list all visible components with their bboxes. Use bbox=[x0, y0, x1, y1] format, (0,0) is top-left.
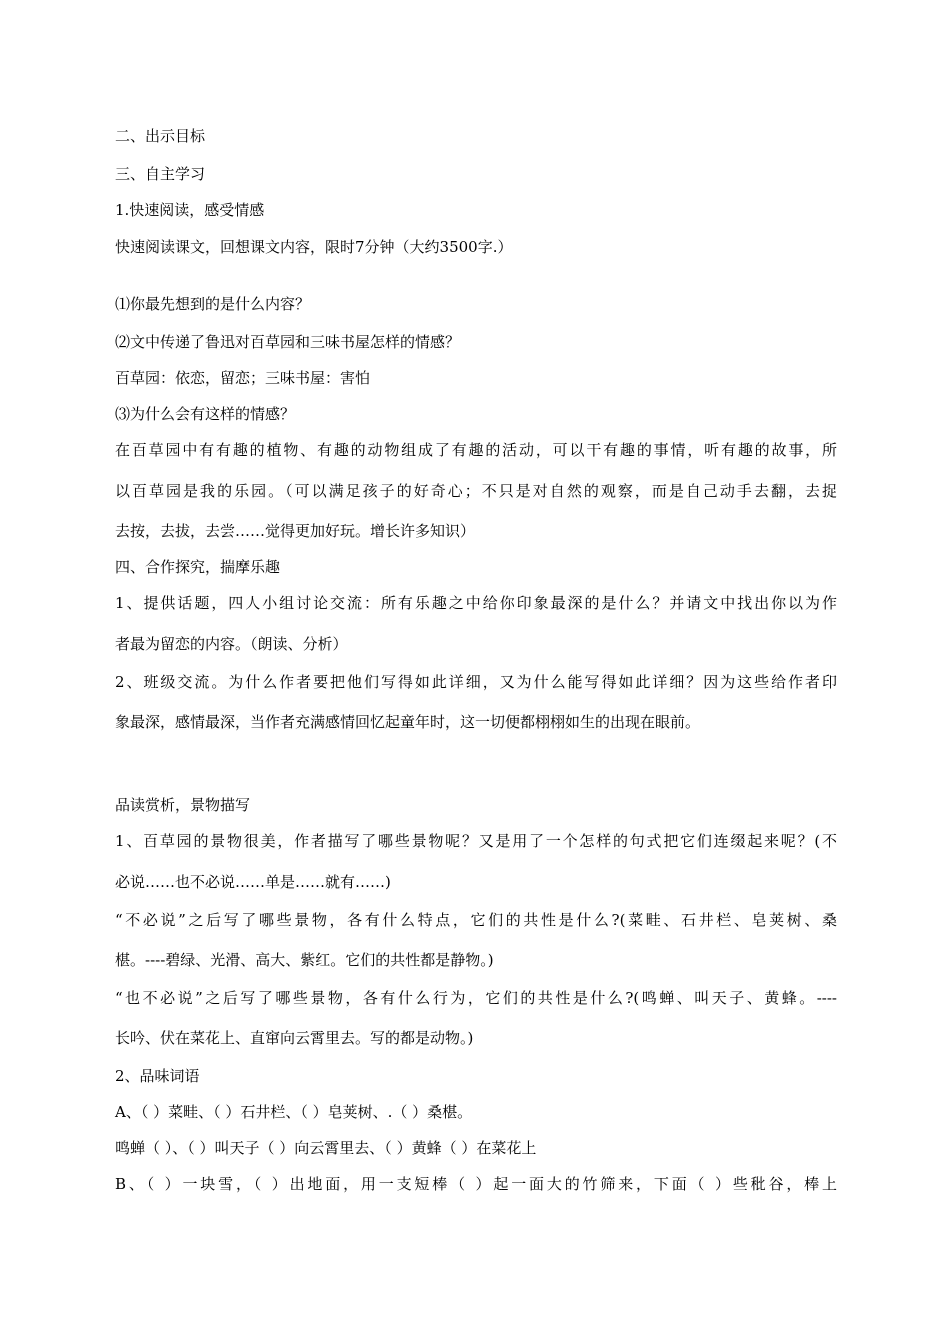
heading-show-goals: 二、出示目标 bbox=[115, 127, 206, 145]
exercise-a-continued: 鸣蝉（ ）、（ ）叫天子（ ）向云霄里去、（ ）黄蜂（ ）在菜花上 bbox=[115, 1139, 537, 1157]
text-line: 1、百草园的景物很美，作者描写了哪些景物呢？又是用了一个怎样的句式把它们连缀起来呢？(不 bbox=[115, 832, 837, 850]
text-line: 者最为留恋的内容。（朗读、分析） bbox=[115, 635, 348, 653]
text-line: “不必说”之后写了哪些景物，各有什么特点，它们的共性是什么?(菜畦、石井栏、皂荚树、桑 bbox=[115, 911, 837, 929]
question-2: ⑵文中传递了鲁迅对百草园和三味书屋怎样的情感？ bbox=[115, 333, 461, 351]
subheading-word-study: 2、品味词语 bbox=[115, 1067, 200, 1085]
exercise-a: A、（ ）菜畦、（ ）石井栏、（ ）皂荚树、.（ ）桑椹。 bbox=[115, 1103, 473, 1121]
text-line: 长吟、伏在菜花上、直窜向云霄里去。写的都是动物。) bbox=[115, 1029, 474, 1047]
exercise-b: B、（ ）一块雪，（ ）出地面，用一支短棒（ ）起一面大的竹筛来，下面（ ）些秕谷，棒上 bbox=[115, 1175, 837, 1193]
text-line: 快速阅读课文，回想课文内容，限时7分钟（大约3500字.） bbox=[115, 238, 513, 256]
subheading-fast-reading: 1.快速阅读，感受情感 bbox=[115, 201, 265, 219]
text-line: 椹。----碧绿、光滑、高大、紫红。它们的共性都是静物。) bbox=[115, 951, 494, 969]
text-line: 2、班级交流。为什么作者要把他们写得如此详细，又为什么能写得如此详细？因为这些给作者印 bbox=[115, 673, 837, 691]
answer-2: 百草园：依恋，留恋；三味书屋：害怕 bbox=[115, 369, 371, 387]
answer-3-line: 在百草园中有有趣的植物、有趣的动物组成了有趣的活动，可以干有趣的事情，听有趣的故事，所 bbox=[115, 441, 837, 459]
question-3: ⑶为什么会有这样的情感？ bbox=[115, 405, 296, 423]
heading-self-study: 三、自主学习 bbox=[115, 165, 206, 183]
text-line: 必说……也不必说……单是……就有……) bbox=[115, 873, 391, 891]
question-1: ⑴你最先想到的是什么内容？ bbox=[115, 295, 311, 313]
text-line: 1、提供话题，四人小组讨论交流：所有乐趣之中给你印象最深的是什么？并请文中找出你以为作 bbox=[115, 594, 837, 612]
text-line: 象最深，感情最深，当作者充满感情回忆起童年时，这一切便都栩栩如生的出现在眼前。 bbox=[115, 713, 701, 731]
answer-3-line: 以百草园是我的乐园。（可以满足孩子的好奇心；不只是对自然的观察，而是自己动手去翻，去捉 bbox=[115, 482, 837, 500]
heading-appreciation: 品读赏析，景物描写 bbox=[115, 796, 251, 814]
answer-3-line: 去按，去拔，去尝……觉得更加好玩。增长许多知识） bbox=[115, 522, 476, 540]
heading-cooperative-inquiry: 四、合作探究，揣摩乐趣 bbox=[115, 558, 281, 576]
text-line: “也不必说”之后写了哪些景物，各有什么行为，它们的共性是什么?(鸣蝉、叫天子、黄蜂。---- bbox=[115, 989, 837, 1007]
